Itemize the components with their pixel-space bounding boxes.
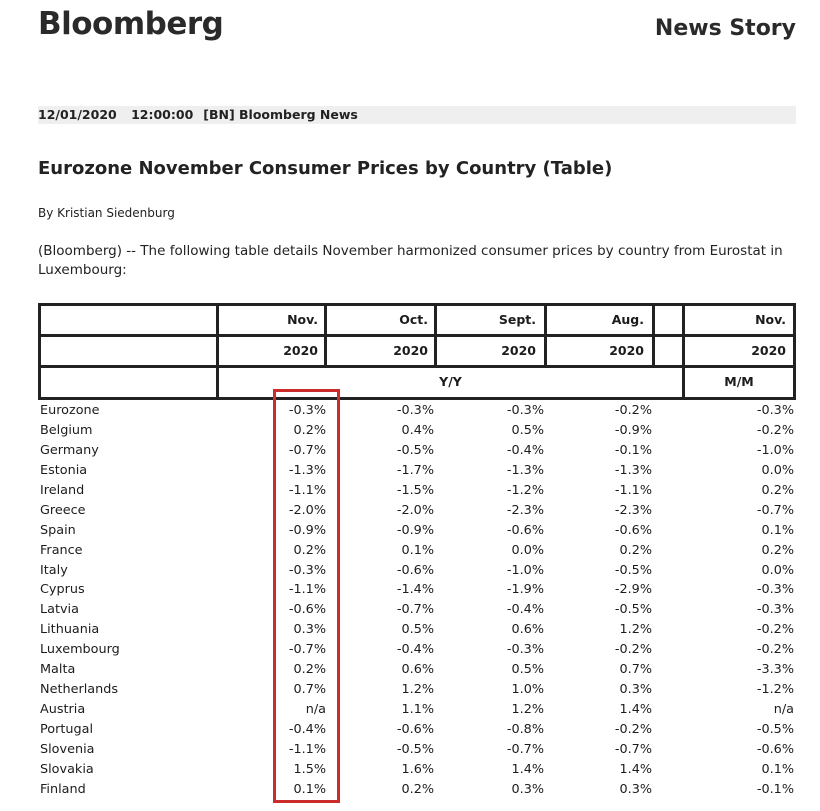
row-value-col-4: 0.3% bbox=[619, 781, 652, 797]
table-row bbox=[38, 481, 796, 501]
row-country: Lithuania bbox=[40, 622, 100, 638]
row-value-col-4: -0.2% bbox=[614, 642, 652, 658]
table-row bbox=[38, 760, 796, 780]
row-value-col-2: 1.1% bbox=[401, 702, 434, 718]
row-country: Portugal bbox=[40, 722, 93, 737]
row-value-col-3: -0.3% bbox=[506, 642, 544, 658]
row-value-col-4: -0.5% bbox=[614, 602, 652, 618]
doc-type-label: News Story bbox=[654, 16, 796, 41]
row-value-col-2: -0.9% bbox=[396, 522, 434, 538]
row-value-col-4: 0.3% bbox=[619, 682, 652, 698]
row-value-col-4: -0.1% bbox=[614, 442, 652, 458]
table-row bbox=[38, 660, 796, 680]
row-value-col-3: 1.0% bbox=[511, 682, 544, 698]
row-value-col-1: -0.7% bbox=[288, 642, 326, 658]
row-country: Slovakia bbox=[40, 761, 94, 777]
header-year-1: 2020 bbox=[283, 343, 318, 358]
row-value-col-1: 0.2% bbox=[293, 662, 326, 678]
row-value-col-2: 0.6% bbox=[401, 662, 434, 678]
row-value-col-3: 0.0% bbox=[511, 542, 544, 558]
row-value-col-4: -0.5% bbox=[614, 562, 652, 578]
table-header-grid bbox=[38, 303, 796, 400]
row-value-col-2: -0.6% bbox=[396, 562, 434, 578]
row-value-col-5: 0.2% bbox=[761, 542, 794, 558]
row-value-col-3: 0.3% bbox=[511, 781, 544, 797]
row-value-col-5: -0.3% bbox=[756, 403, 794, 418]
row-value-col-1: -1.1% bbox=[288, 582, 326, 598]
row-country: Cyprus bbox=[40, 582, 85, 598]
row-value-col-5: -0.3% bbox=[756, 582, 794, 598]
row-value-col-1: 0.2% bbox=[293, 542, 326, 558]
row-value-col-5: -0.2% bbox=[756, 642, 794, 658]
row-value-col-2: -2.0% bbox=[396, 502, 434, 518]
dateline-bar bbox=[38, 106, 796, 124]
row-value-col-2: -1.4% bbox=[396, 582, 434, 598]
row-value-col-1: -0.6% bbox=[288, 602, 326, 618]
table-body bbox=[38, 401, 796, 800]
row-country: Spain bbox=[40, 522, 76, 538]
row-value-col-4: 0.7% bbox=[619, 662, 652, 678]
row-country: Austria bbox=[40, 702, 86, 718]
row-value-col-3: -0.3% bbox=[506, 403, 544, 418]
row-value-col-2: -1.7% bbox=[396, 462, 434, 478]
row-value-col-3: -0.6% bbox=[506, 522, 544, 538]
row-value-col-4: -0.9% bbox=[614, 422, 652, 438]
row-value-col-1: -2.0% bbox=[288, 502, 326, 518]
row-value-col-3: -0.4% bbox=[506, 602, 544, 618]
highlight-box bbox=[273, 389, 340, 803]
row-country: Eurozone bbox=[40, 403, 100, 418]
row-value-col-4: -2.3% bbox=[614, 502, 652, 518]
row-value-col-3: 0.6% bbox=[511, 622, 544, 638]
table-row bbox=[38, 620, 796, 640]
row-value-col-5: -0.1% bbox=[756, 781, 794, 797]
table-row bbox=[38, 680, 796, 700]
row-value-col-2: 0.1% bbox=[401, 542, 434, 558]
row-value-col-4: -1.3% bbox=[614, 462, 652, 478]
row-value-col-5: 0.1% bbox=[761, 522, 794, 538]
row-value-col-4: 1.4% bbox=[619, 761, 652, 777]
row-value-col-3: 1.2% bbox=[511, 702, 544, 718]
row-value-col-2: 0.5% bbox=[401, 622, 434, 638]
row-value-col-1: -0.7% bbox=[288, 442, 326, 458]
article-headline: Eurozone November Consumer Prices by Country (Table) bbox=[38, 158, 613, 179]
row-value-col-1: 1.5% bbox=[293, 761, 326, 777]
table-row bbox=[38, 421, 796, 441]
row-value-col-5: -0.6% bbox=[756, 741, 794, 757]
dateline-date: 12/01/2020 bbox=[38, 107, 117, 122]
row-value-col-4: -1.1% bbox=[614, 482, 652, 498]
row-value-col-1: 0.3% bbox=[293, 622, 326, 638]
row-value-col-4: 0.2% bbox=[619, 542, 652, 558]
row-value-col-1: -1.3% bbox=[288, 462, 326, 478]
header-year-2: 2020 bbox=[393, 343, 428, 358]
row-country: Ireland bbox=[40, 482, 85, 498]
row-country: Italy bbox=[40, 562, 68, 578]
row-country: Slovenia bbox=[40, 741, 95, 757]
table-row bbox=[38, 561, 796, 581]
row-value-col-2: -0.4% bbox=[396, 642, 434, 658]
table-row bbox=[38, 780, 796, 800]
row-value-col-5: 0.1% bbox=[761, 761, 794, 777]
row-value-col-1: -0.3% bbox=[288, 562, 326, 578]
row-value-col-3: -0.4% bbox=[506, 442, 544, 458]
header-year-5: 2020 bbox=[751, 343, 786, 358]
row-value-col-3: -0.7% bbox=[506, 741, 544, 757]
row-value-col-4: -0.6% bbox=[614, 522, 652, 538]
row-value-col-1: -0.9% bbox=[288, 522, 326, 538]
table-row bbox=[38, 521, 796, 541]
header-year-3: 2020 bbox=[501, 343, 536, 358]
table-row bbox=[38, 401, 796, 421]
table-row bbox=[38, 580, 796, 600]
table-row bbox=[38, 541, 796, 561]
row-value-col-3: 0.5% bbox=[511, 422, 544, 438]
row-value-col-1: -1.1% bbox=[288, 741, 326, 757]
header-month-2: Oct. bbox=[399, 312, 428, 327]
row-value-col-5: -1.2% bbox=[756, 682, 794, 698]
row-country: Finland bbox=[40, 781, 86, 797]
row-value-col-5: -0.3% bbox=[756, 602, 794, 618]
row-country: Netherlands bbox=[40, 682, 119, 698]
table-row bbox=[38, 720, 796, 740]
row-value-col-3: 1.4% bbox=[511, 761, 544, 777]
row-value-col-2: -1.5% bbox=[396, 482, 434, 498]
row-value-col-4: 1.2% bbox=[619, 622, 652, 638]
row-value-col-1: -0.3% bbox=[288, 403, 326, 418]
header-month-5: Nov. bbox=[755, 312, 786, 327]
row-value-col-3: -1.2% bbox=[506, 482, 544, 498]
header-month-3: Sept. bbox=[498, 312, 536, 327]
row-value-col-5: -0.7% bbox=[756, 502, 794, 518]
row-value-col-2: 1.6% bbox=[401, 761, 434, 777]
row-value-col-1: 0.1% bbox=[293, 781, 326, 797]
row-value-col-1: 0.2% bbox=[293, 422, 326, 438]
row-country: France bbox=[40, 542, 83, 558]
row-country: Belgium bbox=[40, 422, 93, 438]
article-intro: (Bloomberg) -- The following table details November harmonized consumer prices by country from Eurostat in Luxembourg: bbox=[38, 243, 783, 278]
row-value-col-5: n/a bbox=[773, 702, 794, 718]
header-year-4: 2020 bbox=[609, 343, 644, 358]
row-value-col-3: -2.3% bbox=[506, 502, 544, 518]
row-value-col-5: -3.3% bbox=[756, 662, 794, 678]
header-group-mm: M/M bbox=[724, 374, 754, 389]
row-value-col-2: -0.3% bbox=[396, 403, 434, 418]
row-value-col-3: 0.5% bbox=[511, 662, 544, 678]
row-country: Greece bbox=[40, 502, 86, 518]
header-month-1: Nov. bbox=[287, 312, 318, 327]
row-value-col-4: 1.4% bbox=[619, 702, 652, 718]
table-row bbox=[38, 600, 796, 620]
row-value-col-1: -1.1% bbox=[288, 482, 326, 498]
row-value-col-2: -0.5% bbox=[396, 741, 434, 757]
row-value-col-5: 0.0% bbox=[761, 562, 794, 578]
row-value-col-2: -0.6% bbox=[396, 722, 434, 737]
row-value-col-3: -1.9% bbox=[506, 582, 544, 598]
table-row bbox=[38, 700, 796, 720]
table-row bbox=[38, 740, 796, 760]
row-value-col-5: -1.0% bbox=[756, 442, 794, 458]
row-value-col-3: -0.8% bbox=[506, 722, 544, 737]
row-value-col-5: -0.2% bbox=[756, 622, 794, 638]
row-value-col-2: -0.5% bbox=[396, 442, 434, 458]
row-value-col-4: -0.2% bbox=[614, 403, 652, 418]
row-country: Latvia bbox=[40, 602, 79, 618]
table-row bbox=[38, 640, 796, 660]
table-row bbox=[38, 461, 796, 481]
row-country: Luxembourg bbox=[40, 642, 120, 658]
row-value-col-4: -2.9% bbox=[614, 582, 652, 598]
row-country: Germany bbox=[40, 442, 99, 458]
row-value-col-5: -0.5% bbox=[756, 722, 794, 737]
row-value-col-2: 0.4% bbox=[401, 422, 434, 438]
table-row bbox=[38, 441, 796, 461]
header-group-yy: Y/Y bbox=[439, 374, 462, 389]
row-value-col-2: -0.7% bbox=[396, 602, 434, 618]
table-row bbox=[38, 501, 796, 521]
dateline-time: 12:00:00 bbox=[131, 107, 194, 122]
row-value-col-1: n/a bbox=[305, 702, 326, 718]
row-value-col-1: -0.4% bbox=[288, 722, 326, 737]
row-value-col-4: -0.2% bbox=[614, 722, 652, 737]
row-value-col-5: 0.2% bbox=[761, 482, 794, 498]
row-value-col-2: 0.2% bbox=[401, 781, 434, 797]
row-value-col-5: 0.0% bbox=[761, 462, 794, 478]
bloomberg-logo: Bloomberg bbox=[38, 6, 224, 42]
dateline-source: [BN] Bloomberg News bbox=[203, 107, 358, 122]
row-value-col-2: 1.2% bbox=[401, 682, 434, 698]
row-country: Estonia bbox=[40, 462, 88, 478]
row-value-col-1: 0.7% bbox=[293, 682, 326, 698]
row-value-col-3: -1.0% bbox=[506, 562, 544, 578]
article-byline: By Kristian Siedenburg bbox=[38, 206, 175, 220]
row-value-col-4: -0.7% bbox=[614, 741, 652, 757]
row-country: Malta bbox=[40, 662, 76, 678]
header-month-4: Aug. bbox=[611, 312, 644, 327]
row-value-col-3: -1.3% bbox=[506, 462, 544, 478]
row-value-col-5: -0.2% bbox=[756, 422, 794, 438]
